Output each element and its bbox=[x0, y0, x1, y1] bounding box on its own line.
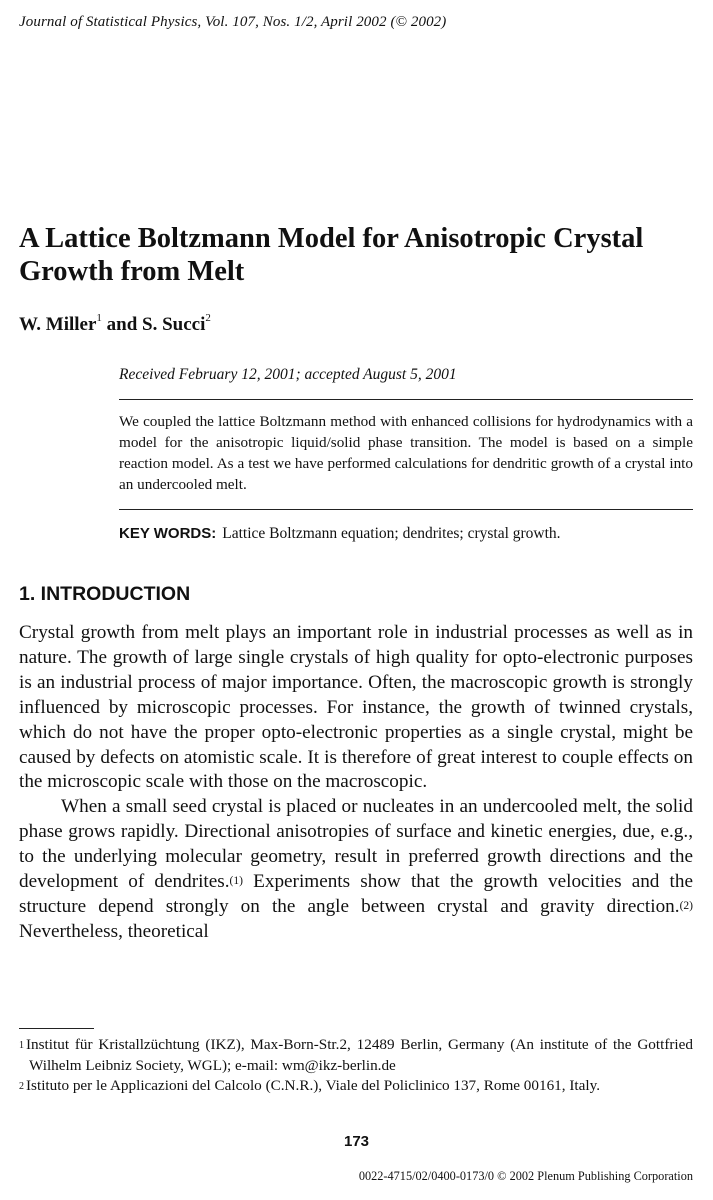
paragraph-text: Nevertheless, theoretical bbox=[19, 920, 209, 942]
footnote-rule bbox=[19, 1028, 94, 1029]
keywords-text: Lattice Boltzmann equation; dendrites; crystal growth. bbox=[222, 525, 561, 542]
abstract: We coupled the lattice Boltzmann method with enhanced collisions for hydrodynamics with a model for the anisotropic liquid/solid phase transition. The model is based on a simple reaction model. As a test we have performed calculations for dendritic growth of a crystal into an undercooled melt. bbox=[119, 413, 693, 493]
paragraph-text: When a small seed crystal is placed or nucleates in an undercooled melt, the solid phase grows rapidly. Directional anisotropies of surface and kinetic energies, due, e.g., to the underlying molecular geometry, result in preferred growth directions and the development of dendrites. bbox=[19, 796, 693, 893]
paragraph-text: Experiments show that the growth velocities and the structure depend strongly on the angle between crystal and gravity direction. bbox=[19, 871, 694, 917]
keywords bbox=[119, 525, 561, 543]
author-name: S. Succi bbox=[142, 314, 206, 335]
copyright-line: 0022-4715/02/0400-0173/0 © 2002 Plenum Publishing Corporation bbox=[358, 1169, 693, 1183]
article-title: A Lattice Boltzmann Model for Anisotropic Crystal Growth from Melt bbox=[19, 223, 644, 287]
received-dates: Received February 12, 2001; accepted August 5, 2001 bbox=[119, 366, 457, 383]
author-affiliation-marker[interactable]: 2 bbox=[205, 312, 211, 324]
footnote-marker: 1 bbox=[19, 1040, 24, 1051]
citation-ref[interactable]: (1) bbox=[229, 875, 243, 888]
footnote bbox=[19, 1076, 693, 1097]
paragraph bbox=[19, 795, 693, 944]
paragraph: Crystal growth from melt plays an important role in industrial processes as well as in nature. The growth of large single crystals of high quality for opto-electronic purposes is an industrial process of major importance. Often, the macroscopic growth is strongly influenced by microscopic processes. For instance, the growth of twinned crystals, which do not have the proper opto-electronic properties as a single crystal, might be caused by defects on atomistic scale. It is therefore of great interest to couple effects on the microscopic scale with those on the macroscopic. bbox=[19, 622, 693, 793]
abstract-top-rule bbox=[119, 399, 693, 400]
footnotes bbox=[19, 1035, 693, 1097]
section-heading: 1. INTRODUCTION bbox=[19, 583, 191, 605]
abstract-bottom-rule bbox=[119, 509, 693, 510]
footnote-text: Istituto per le Applicazioni del Calcolo (C.N.R.), Viale del Policlinico 137, Rome 00161, Italy. bbox=[26, 1077, 601, 1095]
journal-header: Journal of Statistical Physics, Vol. 107, Nos. 1/2, April 2002 (© 2002) bbox=[19, 14, 447, 30]
author-list bbox=[19, 314, 211, 336]
footnote bbox=[19, 1035, 693, 1076]
keywords-label: KEY WORDS: bbox=[119, 525, 217, 542]
body-text bbox=[19, 621, 693, 945]
footnote-marker: 2 bbox=[19, 1081, 24, 1093]
footnote-text: Institut für Kristallzüchtung (IKZ), Max-Born-Str.2, 12489 Berlin, Germany (An institute of the Gottfried Wilhelm Leibniz Society, WGL); e-mail: wm@ikz-berlin.de bbox=[26, 1036, 693, 1074]
page-number: 173 bbox=[343, 1133, 370, 1150]
citation-ref[interactable]: (2) bbox=[679, 899, 693, 912]
author-joiner: and bbox=[106, 314, 138, 335]
author-name: W. Miller bbox=[19, 314, 97, 335]
author-affiliation-marker[interactable]: 1 bbox=[96, 312, 102, 324]
